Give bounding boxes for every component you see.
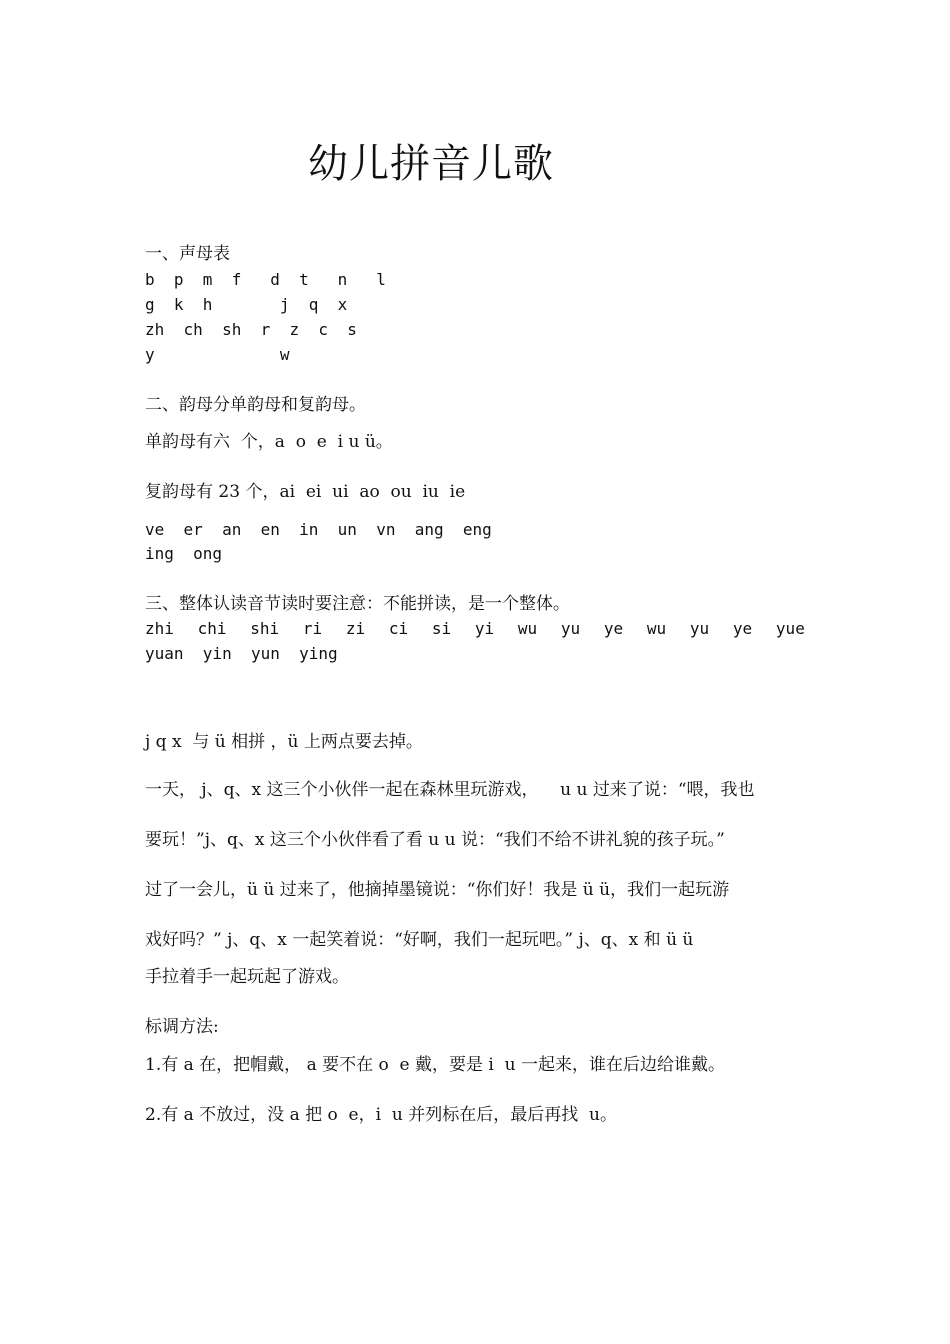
syllable: ci: [388, 619, 409, 638]
story-line-5: 手拉着手一起玩起了游戏。: [145, 967, 349, 987]
whole-syllables-line-1: [145, 617, 805, 641]
syllable: yue: [775, 619, 805, 638]
story-line-3: 过了一会儿，ü ü 过来了，他摘掉墨镜说：“你们好！我是 ü ü，我们一起玩游: [145, 880, 730, 900]
syllable: yu: [560, 619, 581, 638]
story-line-1: 一天， j、q、x 这三个小伙伴一起在森林里玩游戏， u u 过来了说：“喂，我也: [145, 780, 755, 800]
initials-row-2: g k h j q x: [145, 295, 348, 314]
syllable: si: [431, 619, 452, 638]
syllable: ri: [302, 619, 323, 638]
section-3-heading: 三、整体认读音节读时要注意：不能拼读，是一个整体。: [145, 594, 570, 614]
compound-finals-line-2: ve er an en in un vn ang eng: [145, 520, 492, 539]
syllable: ye: [603, 619, 624, 638]
syllable: yi: [474, 619, 495, 638]
syllable: zi: [345, 619, 366, 638]
tone-rule-2: 2.有 a 不放过，没 a 把 o e，i u 并列标在后，最后再找 u。: [145, 1105, 617, 1125]
page-title: 幼儿拼音儿歌: [308, 141, 554, 187]
story-line-2: 要玩！”j、q、x 这三个小伙伴看了看 u u 说：“我们不给不讲礼貌的孩子玩。”: [145, 830, 725, 850]
syllable: chi: [197, 619, 227, 638]
whole-syllables-line-2: yuan yin yun ying: [145, 644, 338, 663]
syllable: ye: [732, 619, 753, 638]
syllable: wu: [646, 619, 667, 638]
syllable: yu: [689, 619, 710, 638]
syllable: zhi: [145, 619, 174, 638]
jqx-rule: j q x 与 ü 相拼 ，ü 上两点要去掉。: [145, 732, 423, 752]
syllable: shi: [250, 619, 280, 638]
compound-finals-line-3: ing ong: [145, 544, 223, 563]
single-finals-line: 单韵母有六 个，a o e i u ü。: [145, 432, 393, 452]
compound-finals-line-1: 复韵母有 23 个，ai ei ui ao ou iu ie: [145, 482, 466, 502]
tone-heading: 标调方法:: [145, 1017, 219, 1037]
story-line-4: 戏好吗？” j、q、x 一起笑着说：“好啊，我们一起玩吧。” j、q、x 和 ü ü: [145, 930, 694, 950]
initials-row-4: y w: [145, 345, 290, 364]
initials-row-1: b p m f d t n l: [145, 270, 386, 289]
section-1-heading: 一、声母表: [145, 244, 230, 264]
initials-row-3: zh ch sh r z c s: [145, 320, 357, 339]
syllable: wu: [517, 619, 538, 638]
tone-rule-1: 1.有 a 在，把帽戴， a 要不在 o e 戴，要是 i u 一起来，谁在后边给谁戴。: [145, 1055, 726, 1075]
section-2-heading: 二、韵母分单韵母和复韵母。: [145, 395, 366, 415]
